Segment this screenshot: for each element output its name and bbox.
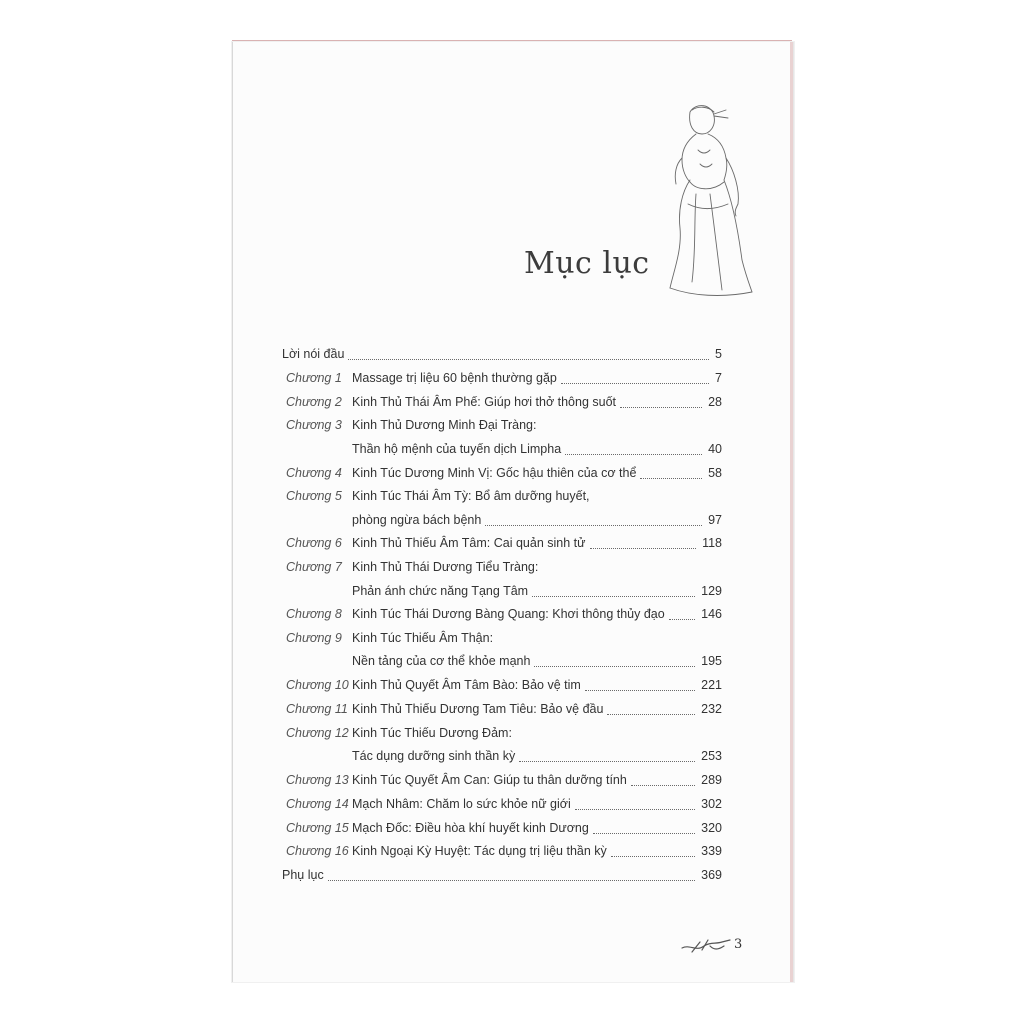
entry-title: Nền tảng của cơ thể khỏe mạnh (352, 654, 531, 669)
page-ref: 320 (701, 820, 722, 835)
entry-title: Kinh Túc Dương Minh Vị: Gốc hậu thiên của cơ thể (352, 465, 637, 480)
entry-title: Kinh Túc Thái Dương Bàng Quang: Khơi thông thủy đạo (352, 607, 665, 622)
toc-entry (282, 489, 722, 509)
toc-entry (282, 868, 722, 888)
chapter-label: Chương 5 (286, 489, 342, 504)
toc-entry (282, 797, 722, 817)
page-ref: 146 (701, 607, 722, 622)
toc-entry (282, 536, 722, 556)
toc-entry (282, 702, 722, 722)
toc-entry (282, 418, 722, 438)
page-ref: 5 (715, 347, 722, 361)
page-ref: 7 (715, 370, 722, 385)
page-right-edge (790, 42, 793, 982)
page-ref: 129 (701, 583, 722, 598)
entry-title: Kinh Thủ Dương Minh Đại Tràng: (352, 418, 537, 433)
toc-entry (282, 844, 722, 864)
chapter-label: Chương 16 (286, 844, 349, 859)
chapter-label: Chương 9 (286, 631, 342, 646)
page-ref: 253 (701, 749, 722, 764)
dot-leader (593, 833, 695, 834)
dot-leader (532, 596, 695, 597)
entry-title: Kinh Túc Quyết Âm Can: Giúp tu thân dưỡng tính (352, 772, 627, 787)
dot-leader (561, 383, 709, 384)
chapter-label: Chương 1 (286, 370, 342, 385)
entry-title: Kinh Thủ Thiếu Dương Tam Tiêu: Bảo vệ đầu (352, 702, 604, 716)
entry-title: Kinh Túc Thiếu Âm Thận: (352, 631, 494, 646)
toc-entry (282, 726, 722, 746)
dot-leader (485, 525, 702, 526)
toc-entry (282, 584, 722, 604)
page-ref: 195 (701, 654, 722, 669)
dot-leader (607, 714, 695, 715)
dot-leader (590, 548, 697, 549)
dot-leader (575, 809, 695, 810)
page-number: 3 (734, 937, 743, 952)
chapter-label: Chương 7 (286, 560, 342, 575)
page-ref: 369 (701, 868, 722, 883)
chapter-label: Chương 13 (286, 772, 349, 787)
toc-entry (282, 821, 722, 841)
entry-title: Massage trị liệu 60 bệnh thường gặp (352, 370, 557, 385)
page-title: Mục lục (524, 246, 650, 281)
toc-entry (282, 631, 722, 651)
chapter-label: Chương 15 (286, 820, 349, 835)
toc-entry (282, 749, 722, 769)
entry-title: Kinh Túc Thiếu Dương Đảm: (352, 725, 512, 740)
toc-entry (282, 466, 722, 486)
page-ref: 339 (701, 844, 722, 859)
page-ref: 232 (701, 702, 722, 716)
dot-leader (585, 690, 695, 691)
chapter-label: Chương 12 (286, 725, 349, 740)
chapter-label: Chương 8 (286, 607, 342, 622)
entry-title: Kinh Thủ Thiếu Âm Tâm: Cai quản sinh tử (352, 536, 586, 551)
chapter-label: Chương 3 (286, 418, 342, 433)
entry-title: Kinh Ngoại Kỳ Huyệt: Tác dụng trị liệu thần kỳ (352, 844, 607, 859)
toc-entry (282, 513, 722, 533)
entry-title: Kinh Túc Thái Âm Tỳ: Bổ âm dưỡng huyết, (352, 489, 590, 504)
dot-leader (328, 880, 695, 881)
dot-leader (640, 478, 702, 479)
dot-leader (620, 407, 702, 408)
toc-entry (282, 395, 722, 415)
entry-title: Kinh Thủ Quyết Âm Tâm Bào: Bảo vệ tim (352, 678, 581, 693)
entry-title: Kinh Thủ Thái Dương Tiểu Tràng: (352, 560, 539, 575)
dot-leader (631, 785, 695, 786)
page-ref: 97 (708, 512, 722, 527)
chapter-label: Chương 6 (286, 536, 342, 551)
entry-title: phòng ngừa bách bệnh (352, 512, 482, 527)
chapter-label: Chương 2 (286, 394, 342, 409)
page-ref: 40 (708, 441, 722, 456)
entry-title: Kinh Thủ Thái Âm Phế: Giúp hơi thở thông suốt (352, 394, 617, 409)
dot-leader (669, 619, 695, 620)
entry-title: Phụ lục (282, 868, 324, 883)
chapter-label: Chương 4 (286, 465, 342, 480)
entry-title: Mạch Nhâm: Chăm lo sức khỏe nữ giới (352, 796, 571, 811)
dot-leader (611, 856, 695, 857)
chapter-label: Chương 11 (286, 702, 348, 716)
dot-leader (348, 359, 709, 360)
toc-entry (282, 607, 722, 627)
entry-title: Mạch Đốc: Điều hòa khí huyết kinh Dương (352, 820, 589, 835)
toc-entry (282, 654, 722, 674)
entry-title: Thần hộ mệnh của tuyến dịch Limpha (352, 441, 562, 456)
dot-leader (534, 666, 695, 667)
figure-illustration (652, 100, 762, 305)
footer-ornament (680, 934, 732, 956)
page-ref: 302 (701, 796, 722, 811)
page-ref: 58 (708, 465, 722, 480)
toc-entry (282, 371, 722, 391)
entry-title: Lời nói đầu (282, 347, 345, 361)
toc-entry (282, 442, 722, 462)
page-ref: 221 (701, 678, 722, 693)
page-ref: 28 (708, 394, 722, 409)
page-ref: 289 (701, 772, 722, 787)
toc-entry (282, 560, 722, 580)
toc-entry (282, 773, 722, 793)
page-ref: 118 (702, 536, 722, 551)
toc-entry (282, 347, 722, 367)
dot-leader (519, 761, 695, 762)
entry-title: Tác dụng dưỡng sinh thần kỳ (352, 749, 516, 764)
chapter-label: Chương 14 (286, 796, 349, 811)
chapter-label: Chương 10 (286, 678, 349, 693)
entry-title: Phản ánh chức năng Tạng Tâm (352, 583, 529, 598)
dot-leader (565, 454, 702, 455)
toc-entry (282, 678, 722, 698)
